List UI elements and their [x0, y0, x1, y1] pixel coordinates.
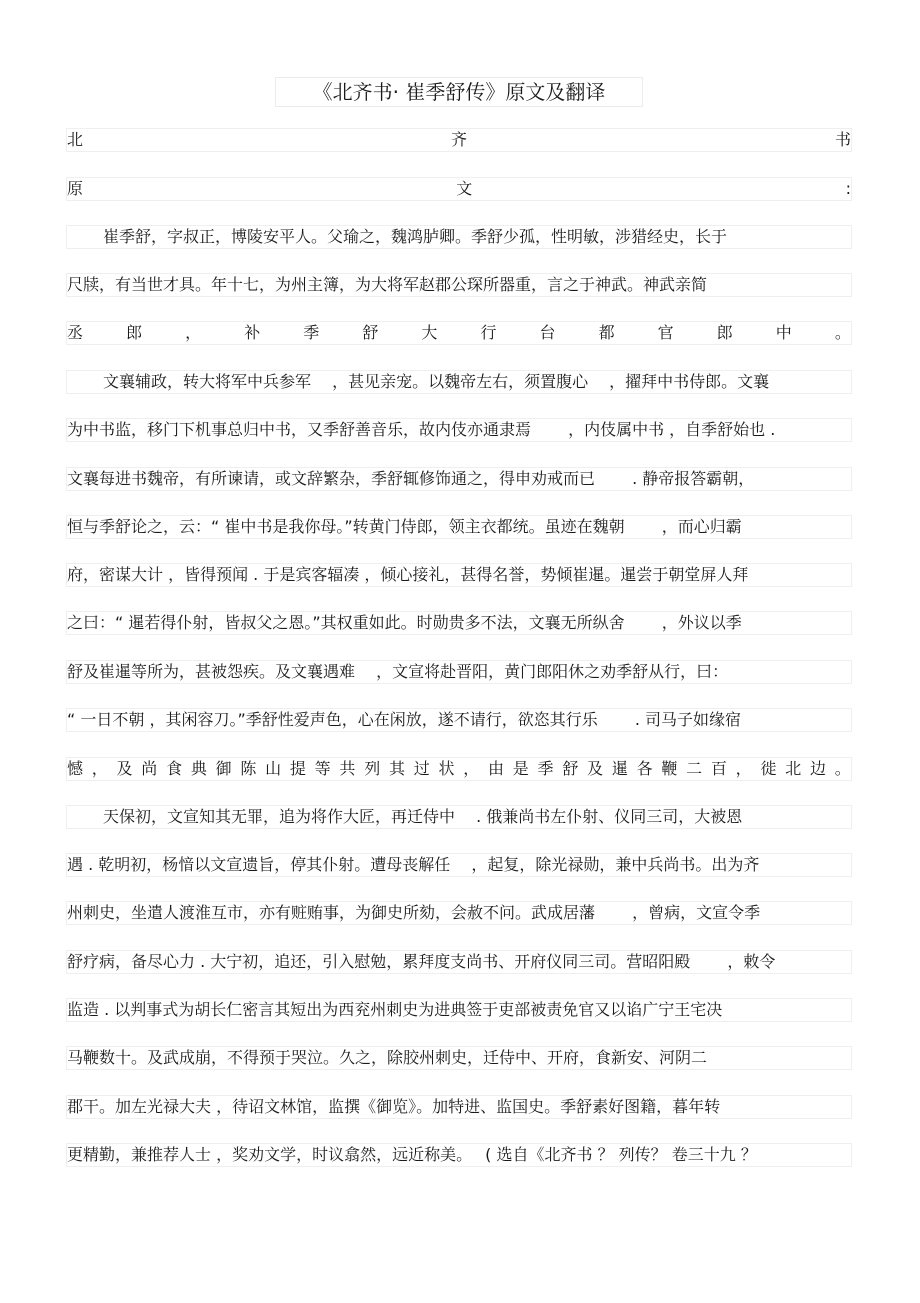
- text-line: 文襄每进书魏帝，有所谏请，或文辞繁杂，季舒辄修饰通之，得申劝戒而已 . 静帝报答霸朝，: [66, 467, 852, 491]
- char: 食: [166, 759, 183, 778]
- text-line: 天保初，文宣知其无罪，追为将作大匠，再迁侍中 . 俄兼尚书左仆射、仪同三司，大被恩: [66, 805, 852, 829]
- char: 都: [598, 323, 615, 342]
- char: 郎: [126, 323, 143, 342]
- char: ，: [463, 759, 480, 778]
- heading-char: 原: [67, 179, 84, 198]
- char: 。: [834, 323, 851, 342]
- char: 憾: [67, 759, 84, 778]
- char: 徙: [760, 759, 777, 778]
- text-line-justified: [66, 757, 852, 781]
- char: 状: [438, 759, 455, 778]
- char: 季: [537, 759, 554, 778]
- text-line: 文襄辅政，转大将军中兵参军 ，甚见亲宠。以魏帝左右，须置腹心 ，擢拜中书侍郎。文襄: [66, 370, 852, 394]
- char: 其: [388, 759, 405, 778]
- char: 陈: [240, 759, 257, 778]
- text-line: 舒疗病，备尽心力 . 大宁初，追还，引入慰勉，累拜度支尚书、开府仪同三司。营昭阳殿 ，敕令: [66, 950, 852, 974]
- char: 过: [413, 759, 430, 778]
- char: 舒: [562, 759, 579, 778]
- text-line-justified: [66, 321, 852, 345]
- heading-char: 北: [67, 130, 84, 149]
- text-line: 为中书监，移门下机事总归中书，又季舒善音乐，故内伎亦通隶焉 ，内伎属中书 ，自季舒始也 .: [66, 418, 852, 442]
- char: 边: [809, 759, 826, 778]
- text-line: 郡干。加左光禄大夫 ，待诏文林馆，监撰《御览》。加特进、监国史。季舒素好图籍，暮年转: [66, 1095, 852, 1119]
- heading-original-text: [66, 177, 852, 201]
- char: 百: [710, 759, 727, 778]
- char: 各: [636, 759, 653, 778]
- char: 列: [364, 759, 381, 778]
- char: 行: [480, 323, 497, 342]
- text-line: 马鞭数十。及武成崩，不得预于哭泣。久之，除胶州刺史，迁侍中、开府，食新安、河阴二: [66, 1046, 852, 1070]
- char: 是: [512, 759, 529, 778]
- char: 。: [834, 759, 851, 778]
- text-line: 监造 . 以判事式为胡长仁密言其短出为西兖州刺史为进典签于吏部被责免官又以谄广宁王宅决: [66, 998, 852, 1022]
- char: 尚: [141, 759, 158, 778]
- char: 补: [244, 323, 261, 342]
- text-line: 府，密谋大计 ，皆得预闻 . 于是宾客辐凑 ，倾心接礼，甚得名誉，势倾崔暹。暹尝于朝堂屏人拜: [66, 563, 852, 587]
- heading-book-name: [66, 128, 852, 152]
- char: 由: [488, 759, 505, 778]
- char: 典: [190, 759, 207, 778]
- document-title: 《北齐书· 崔季舒传》原文及翻译: [275, 77, 643, 107]
- char: 丞: [67, 323, 84, 342]
- char: 共: [339, 759, 356, 778]
- text-line: “ 一日不朝 ，其闲容刀。”季舒性爱声色，心在闲放，遂不请行，欲恣其行乐 . 司马子如缘宿: [66, 708, 852, 732]
- char: 大: [421, 323, 438, 342]
- char: 及: [587, 759, 604, 778]
- heading-char: :: [845, 179, 851, 198]
- char: 二: [686, 759, 703, 778]
- char: ，: [735, 759, 752, 778]
- char: 中: [775, 323, 792, 342]
- char: 提: [289, 759, 306, 778]
- char: 鞭: [661, 759, 678, 778]
- heading-char: 书: [834, 130, 851, 149]
- text-line: 舒及崔暹等所为，甚被怨疾。及文襄遇难 ，文宣将赴晋阳，黄门郎阳休之劝季舒从行，曰：: [66, 660, 852, 684]
- char: ，: [185, 323, 202, 342]
- char: 季: [303, 323, 320, 342]
- heading-char: 齐: [450, 130, 467, 149]
- char: 山: [265, 759, 282, 778]
- char: 北: [785, 759, 802, 778]
- heading-char: 文: [456, 179, 473, 198]
- char: 及: [116, 759, 133, 778]
- text-line: 遇 . 乾明初，杨愔以文宣遗旨，停其仆射。遭母丧解任 ，起复，除光禄勋，兼中兵尚书。出为齐: [66, 853, 852, 877]
- char: 暹: [611, 759, 628, 778]
- char: 郎: [716, 323, 733, 342]
- char: 御: [215, 759, 232, 778]
- text-line: 之曰：“ 暹若得仆射，皆叔父之恩。”其权重如此。时勋贵多不法，文襄无所纵舍 ，外议以季: [66, 611, 852, 635]
- char: ，: [91, 759, 108, 778]
- char: 等: [314, 759, 331, 778]
- text-line: 尺牍，有当世才具。年十七，为州主簿，为大将军赵郡公琛所器重，言之于神武。神武亲简: [66, 273, 852, 297]
- text-line: 更精勤，兼推荐人士 ，奖劝文学，时议翕然，远近称美。 ( 选自《北齐书 ？ 列传？ 卷三十九 ？: [66, 1143, 852, 1167]
- char: 台: [539, 323, 556, 342]
- text-line: 恒与季舒论之，云：“ 崔中书是我你母。”转黄门侍郎，领主衣都统。虽迹在魏朝 ，而心归霸: [66, 515, 852, 539]
- char: 舒: [362, 323, 379, 342]
- text-line: 崔季舒，字叔正，博陵安平人。父瑜之，魏鸿胪卿。季舒少孤，性明敏，涉猎经史，长于: [66, 225, 852, 249]
- text-line: 州刺史，坐遣人渡淮互市，亦有赃贿事，为御史所劾，会赦不问。武成居藩 ，曾病，文宣令季: [66, 901, 852, 925]
- char: 官: [657, 323, 674, 342]
